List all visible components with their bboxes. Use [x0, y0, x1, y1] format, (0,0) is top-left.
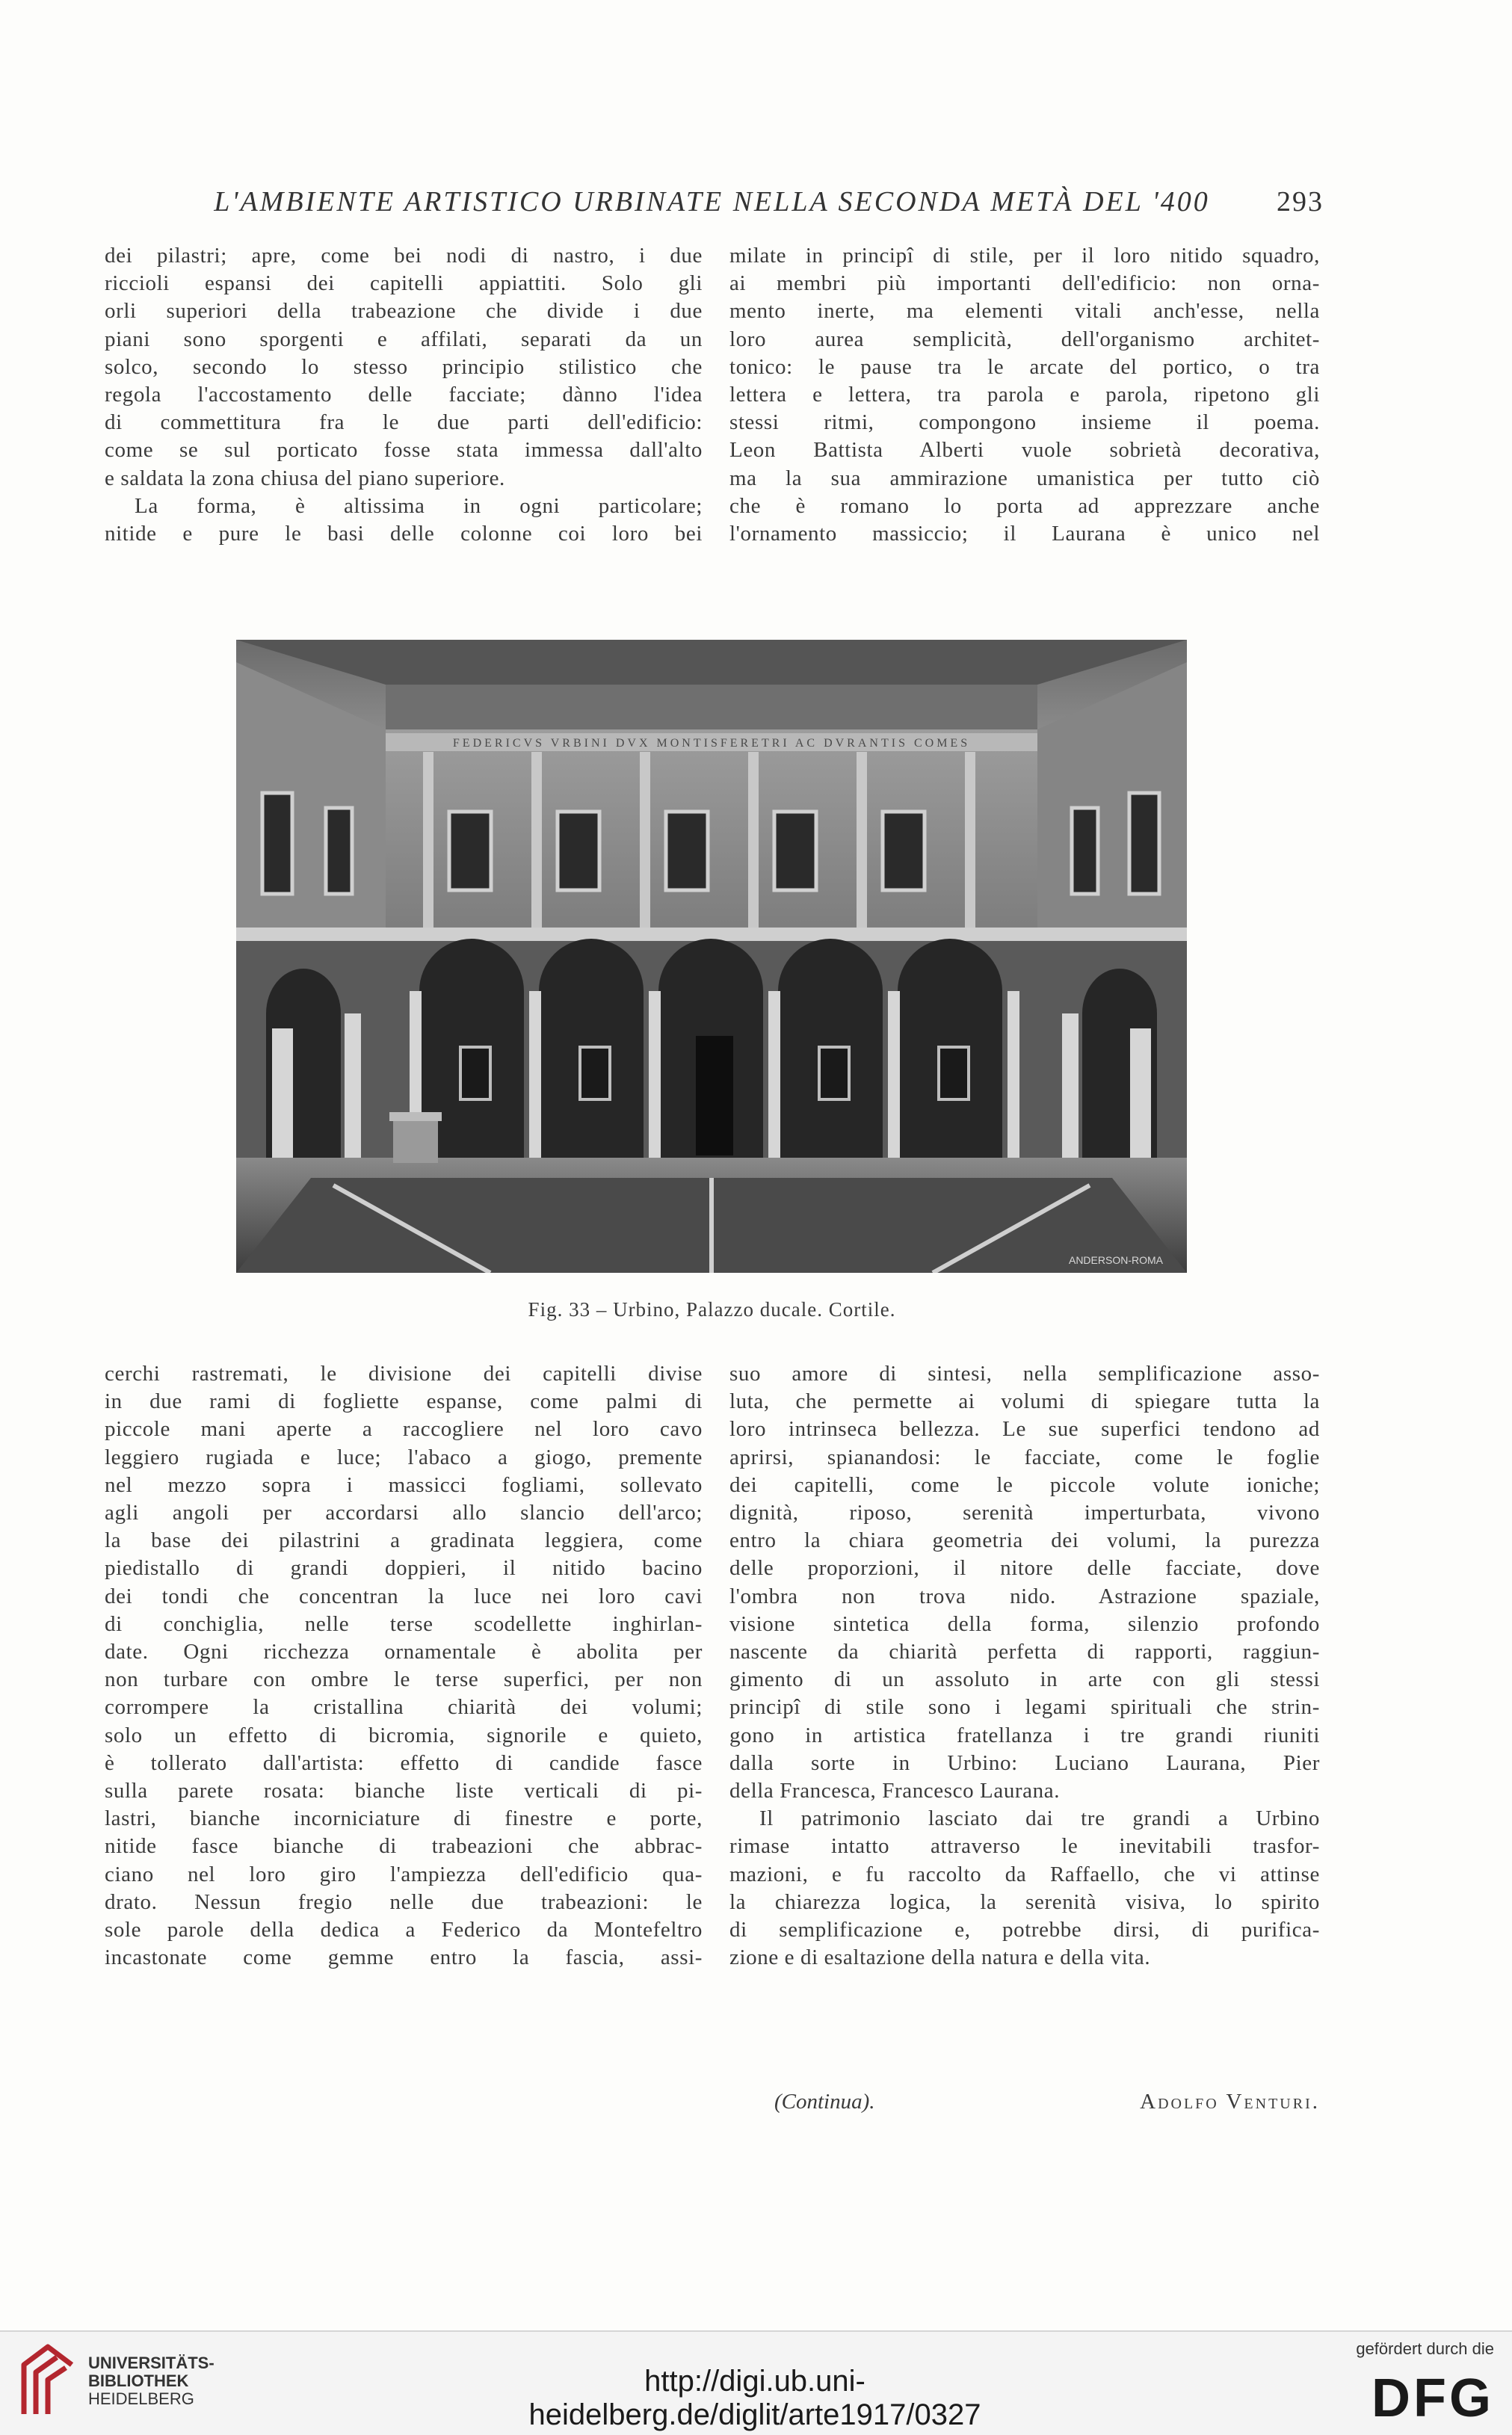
text-line: loro aurea semplicità, dell'organismo architet-	[729, 327, 1320, 351]
text-line: la chiarezza logica, la serenità visiva, lo spirito	[729, 1889, 1320, 1914]
text-line: dalla sorte in Urbino: Luciano Laurana, Pier	[729, 1750, 1320, 1775]
digitization-footer	[0, 2330, 1512, 2435]
text-line: loro intrinseca bellezza. Le sue superfici tendono ad	[729, 1417, 1320, 1442]
text-line: La forma, è altissima in ogni particolare;	[135, 493, 703, 518]
text-line: gono in artistica fratellanza i tre grandi riuniti	[729, 1723, 1320, 1747]
text-column-bottom-left	[105, 1360, 703, 1972]
text-line: incastonate come gemme entro la fascia, assi-	[105, 1945, 703, 1970]
text-line: date. Ogni ricchezza ornamentale è abolita per	[105, 1640, 703, 1664]
institution-line-2: BIBLIOTHEK	[88, 2371, 189, 2390]
text-line: luta, che permette ai volumi di spiegare tutta la	[729, 1389, 1320, 1414]
text-line: di semplificazione e, potrebbe dirsi, di purifica-	[729, 1918, 1320, 1942]
text-line: nel mezzo sopra i massicci fogliami, sollevato	[105, 1472, 703, 1497]
text-line: solo un effetto di bicromia, signorile e quieto,	[105, 1723, 703, 1747]
author-signature: Adolfo Venturi.	[1140, 2090, 1320, 2114]
text-line: cerchi rastremati, le divisione dei capitelli divise	[105, 1362, 703, 1386]
text-line: delle proporzioni, il nitore delle facciate, dove	[729, 1556, 1320, 1581]
text-line: orli superiori della trabeazione che divide i due	[105, 299, 703, 324]
text-line: corrompere la cristallina chiarità dei volumi;	[105, 1695, 703, 1720]
text-line: entro la chiara geometria dei volumi, la purezza	[729, 1528, 1320, 1553]
text-line: drato. Nessun fregio nelle due trabeazioni: le	[105, 1889, 703, 1914]
text-line: gimento di un assoluto in arte con gli stessi	[729, 1667, 1320, 1692]
text-line: l'ornamento massiccio; il Laurana è unico nel	[729, 522, 1320, 546]
text-line: ai membri più importanti dell'edificio: non orna-	[729, 271, 1320, 296]
text-line: milate in principî di stile, per il loro nitido squadro,	[729, 244, 1320, 268]
text-line: piedistallo di grandi doppieri, il nitido bacino	[105, 1556, 703, 1581]
university-library-name	[88, 2354, 215, 2408]
text-line: piccole mani aperte a raccogliere nel loro cavo	[105, 1417, 703, 1442]
permalink-url[interactable]: http://digi.ub.uni-heidelberg.de/diglit/arte1917/0327	[528, 2365, 981, 2431]
university-library-logo-icon	[18, 2342, 78, 2420]
text-line: piani sono sporgenti e affilati, separati da un	[105, 327, 703, 351]
text-line: la base dei pilastrini a gradinata leggiera, come	[105, 1528, 703, 1553]
text-line: suo amore di sintesi, nella semplificazione asso-	[729, 1362, 1320, 1386]
text-line: in due rami di fogliette espanse, come palmi di	[105, 1389, 703, 1414]
text-line: dignità, riposo, serenità imperturbata, vivono	[729, 1501, 1320, 1525]
text-line: regola l'accostamento delle facciate; dànno l'idea	[105, 383, 703, 407]
page-number: 293	[1277, 186, 1324, 217]
text-line: ciano nel loro giro l'ampiezza dell'edificio qua-	[105, 1862, 703, 1886]
text-line: dei tondi che concentran la luce nei loro cavi	[105, 1584, 703, 1608]
institution-line-3: HEIDELBERG	[88, 2389, 194, 2408]
inscription-text: FEDERICVS VRBINI DVX MONTISFERETRI AC DVRANTIS COMES	[452, 737, 971, 750]
text-line: agli angoli per accordarsi allo slancio dell'arco;	[105, 1501, 703, 1525]
running-header: L'AMBIENTE ARTISTICO URBINATE NELLA SECONDA METÀ DEL '400	[214, 186, 1210, 217]
text-line: che è romano lo porta ad apprezzare anche	[729, 493, 1320, 518]
text-line: stessi ritmi, compongono insieme il poema.	[729, 410, 1320, 435]
text-line: rimase intatto attraverso le inevitabili trasfor-	[729, 1834, 1320, 1859]
text-line: sulla parete rosata: bianche liste verticali di pi-	[105, 1779, 703, 1803]
text-line: Il patrimonio lasciato dai tre grandi a Urbino	[759, 1806, 1320, 1831]
text-line: mento inerte, ma elementi vitali anch'esse, nella	[729, 299, 1320, 324]
text-line: riccioli espansi dei capitelli appiattiti. Solo gli	[105, 271, 703, 296]
continua-note: (Continua).	[774, 2090, 875, 2114]
text-line: dei pilastri; apre, come bei nodi di nastro, i due	[105, 244, 703, 268]
institution-line-1: UNIVERSITÄTS-	[88, 2354, 215, 2372]
text-line: leggiero rugiada e luce; l'abaco a giogo, premente	[105, 1445, 703, 1469]
text-column-top-right	[729, 242, 1320, 548]
text-line: della Francesca, Francesco Laurana.	[729, 1779, 1061, 1803]
text-line: aprirsi, spianandosi: le facciate, come le foglie	[729, 1445, 1320, 1469]
text-line: tonico: le pause tra le arcate del portico, o tra	[729, 354, 1320, 379]
text-line: lettera e lettera, tra parola e parola, ripetono gli	[729, 383, 1320, 407]
text-line: nitide e pure le basi delle colonne coi loro bei	[105, 522, 703, 546]
text-line: ma la sua ammirazione umanistica per tutto ciò	[729, 466, 1320, 490]
dfg-logo: DFG	[1371, 2368, 1494, 2428]
photographer-mark: ANDERSON-ROMA	[1068, 1254, 1163, 1266]
text-line: l'ombra non trova nido. Astrazione spaziale,	[729, 1584, 1320, 1608]
text-line: solco, secondo lo stesso principio stilistico che	[105, 354, 703, 379]
text-line: zione e di esaltazione della natura e della vita.	[729, 1945, 1151, 1970]
text-line: di commettitura fra le due parti dell'edificio:	[105, 410, 703, 435]
text-line: mazioni, e fu raccolto da Raffaello, che vi attinse	[729, 1862, 1320, 1886]
text-line: sole parole della dedica a Federico da Montefeltro	[105, 1918, 703, 1942]
text-line: visione sintetica della forma, silenzio profondo	[729, 1611, 1320, 1636]
text-line: dei capitelli, come le piccole volute ioniche;	[729, 1472, 1320, 1497]
text-line: è tollerato dall'artista: effetto di candide fasce	[105, 1750, 703, 1775]
text-line: nascente da chiarità perfetta di rapporti, raggiun-	[729, 1640, 1320, 1664]
text-line: principî di stile sono i legami spirituali che strin-	[729, 1695, 1320, 1720]
funded-by-label: gefördert durch die	[1356, 2339, 1494, 2358]
text-line: e saldata la zona chiusa del piano superiore.	[105, 466, 505, 490]
text-line: nitide fasce bianche di trabeazioni che abbrac-	[105, 1834, 703, 1859]
courtyard-photograph	[236, 640, 1187, 1273]
text-line: di conchiglia, nelle terse scodellette inghirlan-	[105, 1611, 703, 1636]
figure-caption: Fig. 33 – Urbino, Palazzo ducale. Cortile.	[528, 1298, 896, 1321]
text-line: come se sul porticato fosse stata immessa dall'alto	[105, 438, 703, 463]
text-line: Leon Battista Alberti vuole sobrietà decorativa,	[729, 438, 1320, 463]
text-column-bottom-right	[729, 1360, 1320, 1972]
text-line: lastri, bianche incorniciature di finestre e porte,	[105, 1806, 703, 1831]
text-line: non turbare con ombre le terse superfici, per non	[105, 1667, 703, 1692]
text-column-top-left	[105, 242, 703, 548]
